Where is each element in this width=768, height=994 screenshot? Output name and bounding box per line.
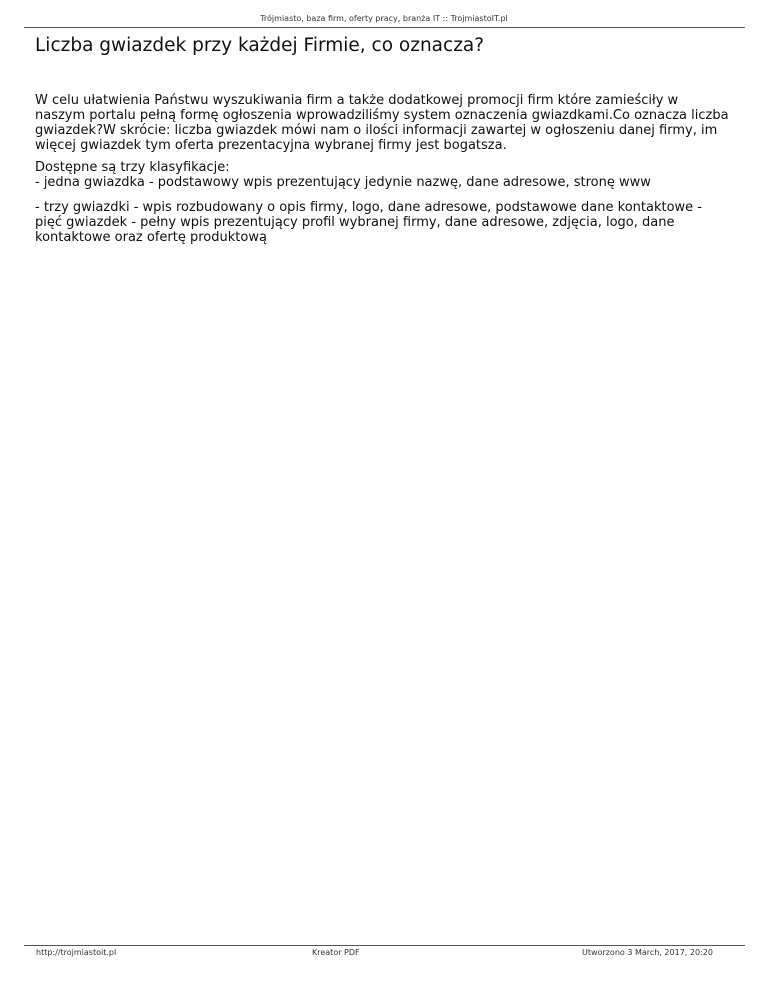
star-levels-line: - trzy gwiazdki - wpis rozbudowany o opis firmy, logo, dane adresowe, podstawowe dane kontaktowe - [35,200,702,215]
star-levels-paragraph [35,200,735,245]
header-divider [24,27,745,28]
intro-paragraph-line: naszym portalu pełną formę ogłoszenia wprowadziliśmy system oznaczenia gwiazdkami.Co oznacza liczba [35,108,729,123]
page-title: Liczba gwiazdek przy każdej Firmie, co oznacza? [35,35,485,56]
star-levels-line: pięć gwiazdek - pełny wpis prezentujący profil wybranej firmy, dane adresowe, zdjęcia, logo, dane [35,215,675,230]
footer-url: http://trojmiastoit.pl [36,948,117,957]
footer-divider [24,945,745,946]
document-header-title: Trójmiasto, baza firm, oferty pracy, branża IT :: TrojmiastoIT.pl [260,14,508,23]
classifications-line: - jedna gwiazdka - podstawowy wpis prezentujący jedynie nazwę, dane adresowe, stronę www [35,175,651,190]
classifications-line: Dostępne są trzy klasyfikacje: [35,160,230,175]
star-levels-line: kontaktowe oraz ofertę produktową [35,230,267,245]
footer-created-date: Utworzono 3 March, 2017, 20:20 [582,948,713,957]
intro-paragraph-line: W celu ułatwienia Państwu wyszukiwania firm a także dodatkowej promocji firm które zamieściły w [35,93,679,108]
classifications-paragraph [35,160,735,190]
intro-paragraph-line: więcej gwiazdek tym oferta prezentacyjna wybranej firmy jest bogatsza. [35,138,507,153]
footer-generator: Kreator PDF [312,948,360,957]
intro-paragraph [35,93,735,153]
intro-paragraph-line: gwiazdek?W skrócie: liczba gwiazdek mówi nam o ilości informacji zawartej w ogłoszeniu danej firmy, im [35,123,718,138]
